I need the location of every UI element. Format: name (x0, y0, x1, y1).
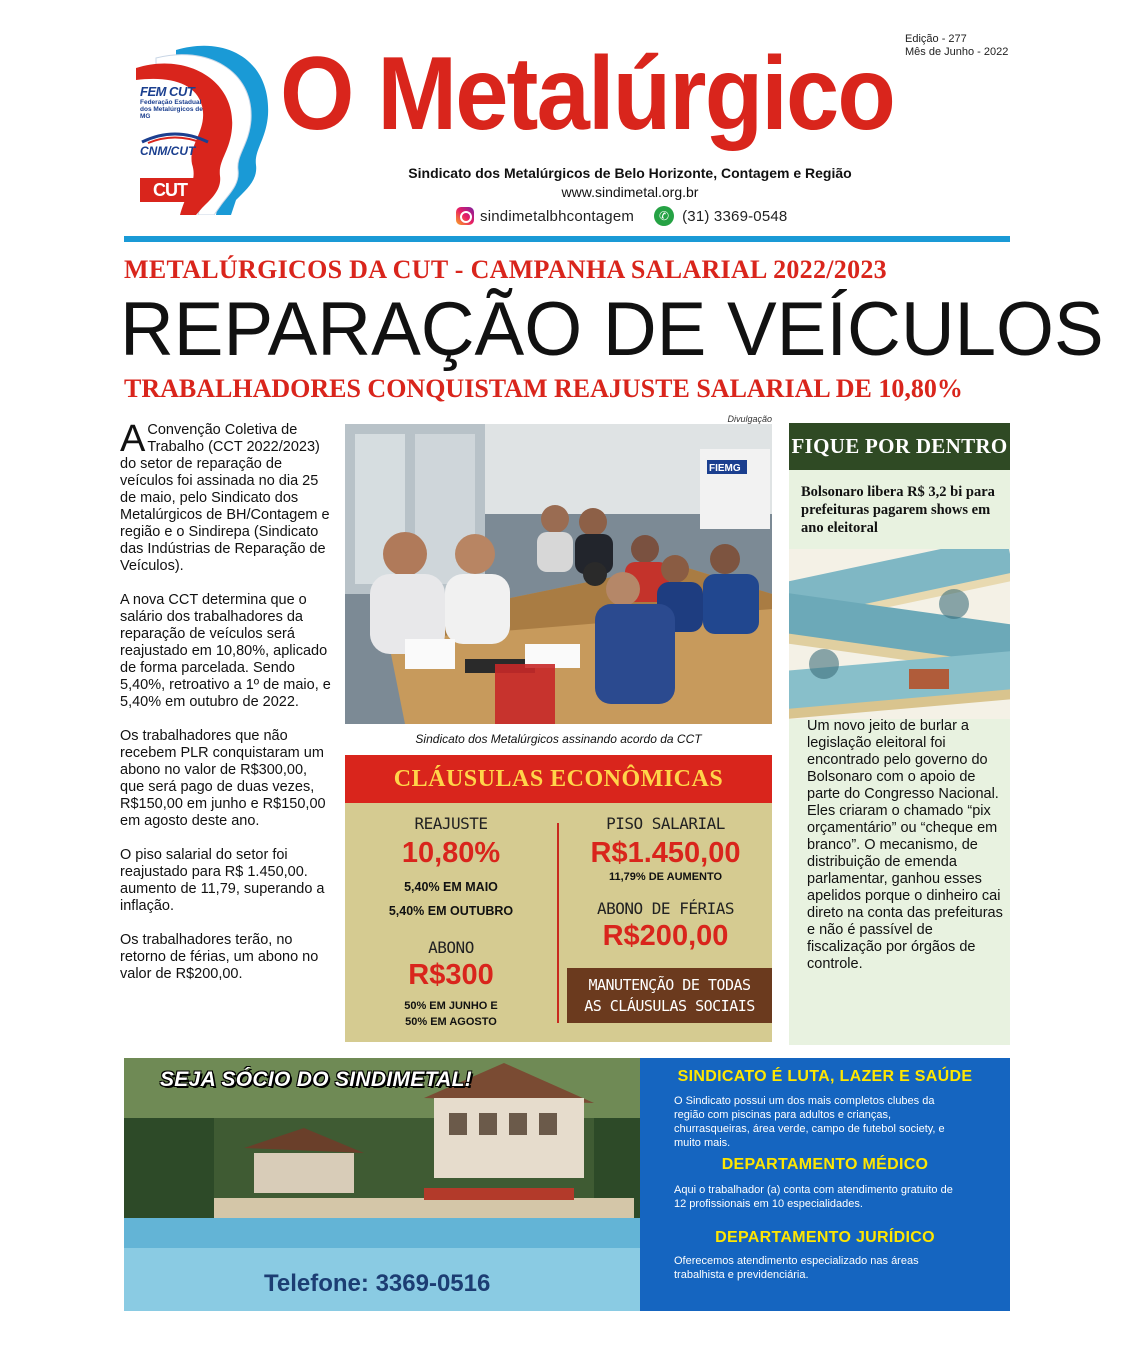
lazer-title: SINDICATO É LUTA, LAZER E SAÚDE (677, 1068, 973, 1085)
dropcap: A (120, 418, 146, 460)
article-paragraph: Os trabalhadores que não recebem PLR conquistaram um abono no valor de R$300,00, que será pago de duas vezes, R$150,00 em junho e R$150,00 em agosto deste ano. (120, 728, 326, 829)
header-divider (124, 236, 1010, 242)
article-paragraph: Os trabalhadores terão, no retorno de férias, um abono no valor de R$200,00. (120, 932, 319, 982)
sidebar-fique-por-dentro (789, 423, 1010, 1045)
piso-aumento: 11,79% DE AUMENTO (608, 871, 723, 883)
services-panel (640, 1058, 1010, 1311)
cnm-cut-logo-text: CNM/CUT (140, 144, 196, 158)
photo-caption: Sindicato dos Metalúrgicos assinando acordo da CCT (415, 732, 702, 746)
clausulas-title: CLÁUSULAS ECONÔMICAS (345, 755, 772, 803)
medico-title: DEPARTAMENTO MÉDICO (721, 1156, 929, 1173)
piso-label: PISO SALARIAL (606, 814, 725, 833)
article-kicker: METALÚRGICOS DA CUT - CAMPANHA SALARIAL 2022/2023 (124, 255, 887, 284)
fem-cut-subtitle: Federação Estadual dos Metalúrgicos de MG (140, 99, 203, 120)
article-body (120, 418, 332, 1000)
piso-value: R$1.450,00 (590, 837, 741, 869)
article-headline: REPARAÇÃO DE VEÍCULOS (120, 287, 1104, 372)
reajuste-outubro: 5,40% EM OUTUBRO (388, 904, 514, 918)
lazer-text: O Sindicato possui um dos mais completos clubes da região com piscinas para adultos e crianças, churrasqueiras, área verde, campo de futebol society, e muito mais. (674, 1095, 945, 1149)
abono-label: ABONO (428, 938, 474, 957)
manutencao-line-2: AS CLÁUSULAS SOCIAIS (584, 997, 755, 1015)
reajuste-value: 10,80% (401, 837, 501, 869)
photo-credit: Divulgação (727, 414, 772, 424)
sidebar-title: FIQUE POR DENTRO (789, 423, 1010, 470)
medico-text: Aqui o trabalhador (a) conta com atendimento gratuito de 12 profissionais em 10 especialidades. (674, 1184, 953, 1210)
seja-socio-title: SEJA SÓCIO DO SINDIMETAL! (160, 1068, 473, 1091)
whatsapp-icon: ✆ (654, 206, 674, 226)
article-paragraph: A Convenção Coletiva de Trabalho (CCT 2022/2023) do setor de reparação de veículos foi assinada no dia 25 de maio, pelo Sindicato dos Metalúrgicos de BH/Contagem e região e o Sindirepa (Sindicato das Indústrias de Reparação de Veículos). (120, 418, 330, 574)
sidebar-text: Um novo jeito de burlar a legislação eleitoral foi encontrado pelo governo do Bolsonaro com o apoio de parte do Congresso Nacional. Eles criaram o chamado “pix orçamentário” ou “cheque em branco”. O mecanismo, de distribuição de emenda parlamentar, ganhou esses apelidos porque o dinheiro cai direto na conta das prefeituras e não é passível de fiscalização por órgãos de controle. (807, 718, 1003, 972)
club-phone[interactable]: Telefone: 3369-0516 (264, 1270, 491, 1297)
ferias-label: ABONO DE FÉRIAS (597, 899, 734, 918)
instagram-icon (456, 207, 474, 225)
edition-month: Mês de Junho - 2022 (905, 46, 1009, 58)
juridico-title: DEPARTAMENTO JURÍDICO (715, 1229, 935, 1246)
social-bar (456, 204, 787, 228)
website-link[interactable]: www.sindimetal.org.br (561, 184, 699, 200)
money-photo (789, 549, 1010, 719)
masthead-title: O Metalúrgico (280, 36, 895, 152)
article-paragraph: O piso salarial do setor foi reajustado para R$ 1.450,00. aumento de 11,79, superando a inflação. (120, 847, 325, 914)
fem-cut-logo-text: FEM CUT (140, 84, 195, 99)
reajuste-maio: 5,40% EM MAIO (404, 880, 498, 894)
club-photo-banner (124, 1058, 640, 1311)
sidebar-headline: Bolsonaro libera R$ 3,2 bi para prefeituras pagarem shows em ano eleitoral (801, 484, 995, 536)
syndicate-name: Sindicato dos Metalúrgicos de Belo Horizonte, Contagem e Região (408, 165, 852, 181)
cnm-arcs-icon (140, 130, 210, 144)
manutencao-box (567, 968, 772, 1023)
article-paragraph: A nova CCT determina que o salário dos trabalhadores da reparação de veículos será reajustado em 10,80%, aplicado de forma parcelada. Sendo 5,40%, retroativo a 1º de maio, e 5,40% em outubro de 2022. (120, 592, 331, 710)
banknotes-illustration (789, 549, 1010, 719)
abono-agosto: 50% EM AGOSTO (405, 1016, 497, 1028)
abono-junho: 50% EM JUNHO E (404, 1000, 498, 1012)
reajuste-label: REAJUSTE (414, 814, 488, 833)
abono-value: R$300 (408, 959, 494, 991)
fem-cut-logo (140, 84, 210, 120)
ferias-value: R$200,00 (602, 920, 729, 952)
cnm-cut-logo (140, 130, 210, 158)
edition-number: Edição - 277 (905, 33, 967, 45)
photo-sign-text: FIEMG (709, 463, 741, 474)
manutencao-line-1: MANUTENÇÃO DE TODAS (588, 976, 751, 994)
clausulas-box (345, 755, 772, 1042)
juridico-text: Oferecemos atendimento especializado nas áreas trabalhista e previdenciária. (674, 1255, 919, 1281)
whatsapp-number[interactable]: (31) 3369-0548 (682, 207, 788, 225)
edition-info (905, 33, 1008, 59)
article-subhead: TRABALHADORES CONQUISTAM REAJUSTE SALARIAL DE 10,80% (124, 374, 963, 403)
signing-photo (345, 424, 772, 724)
cut-logo: CUT (140, 178, 200, 202)
instagram-handle[interactable]: sindimetalbhcontagem (480, 207, 635, 225)
meeting-photo-illustration (345, 424, 772, 724)
